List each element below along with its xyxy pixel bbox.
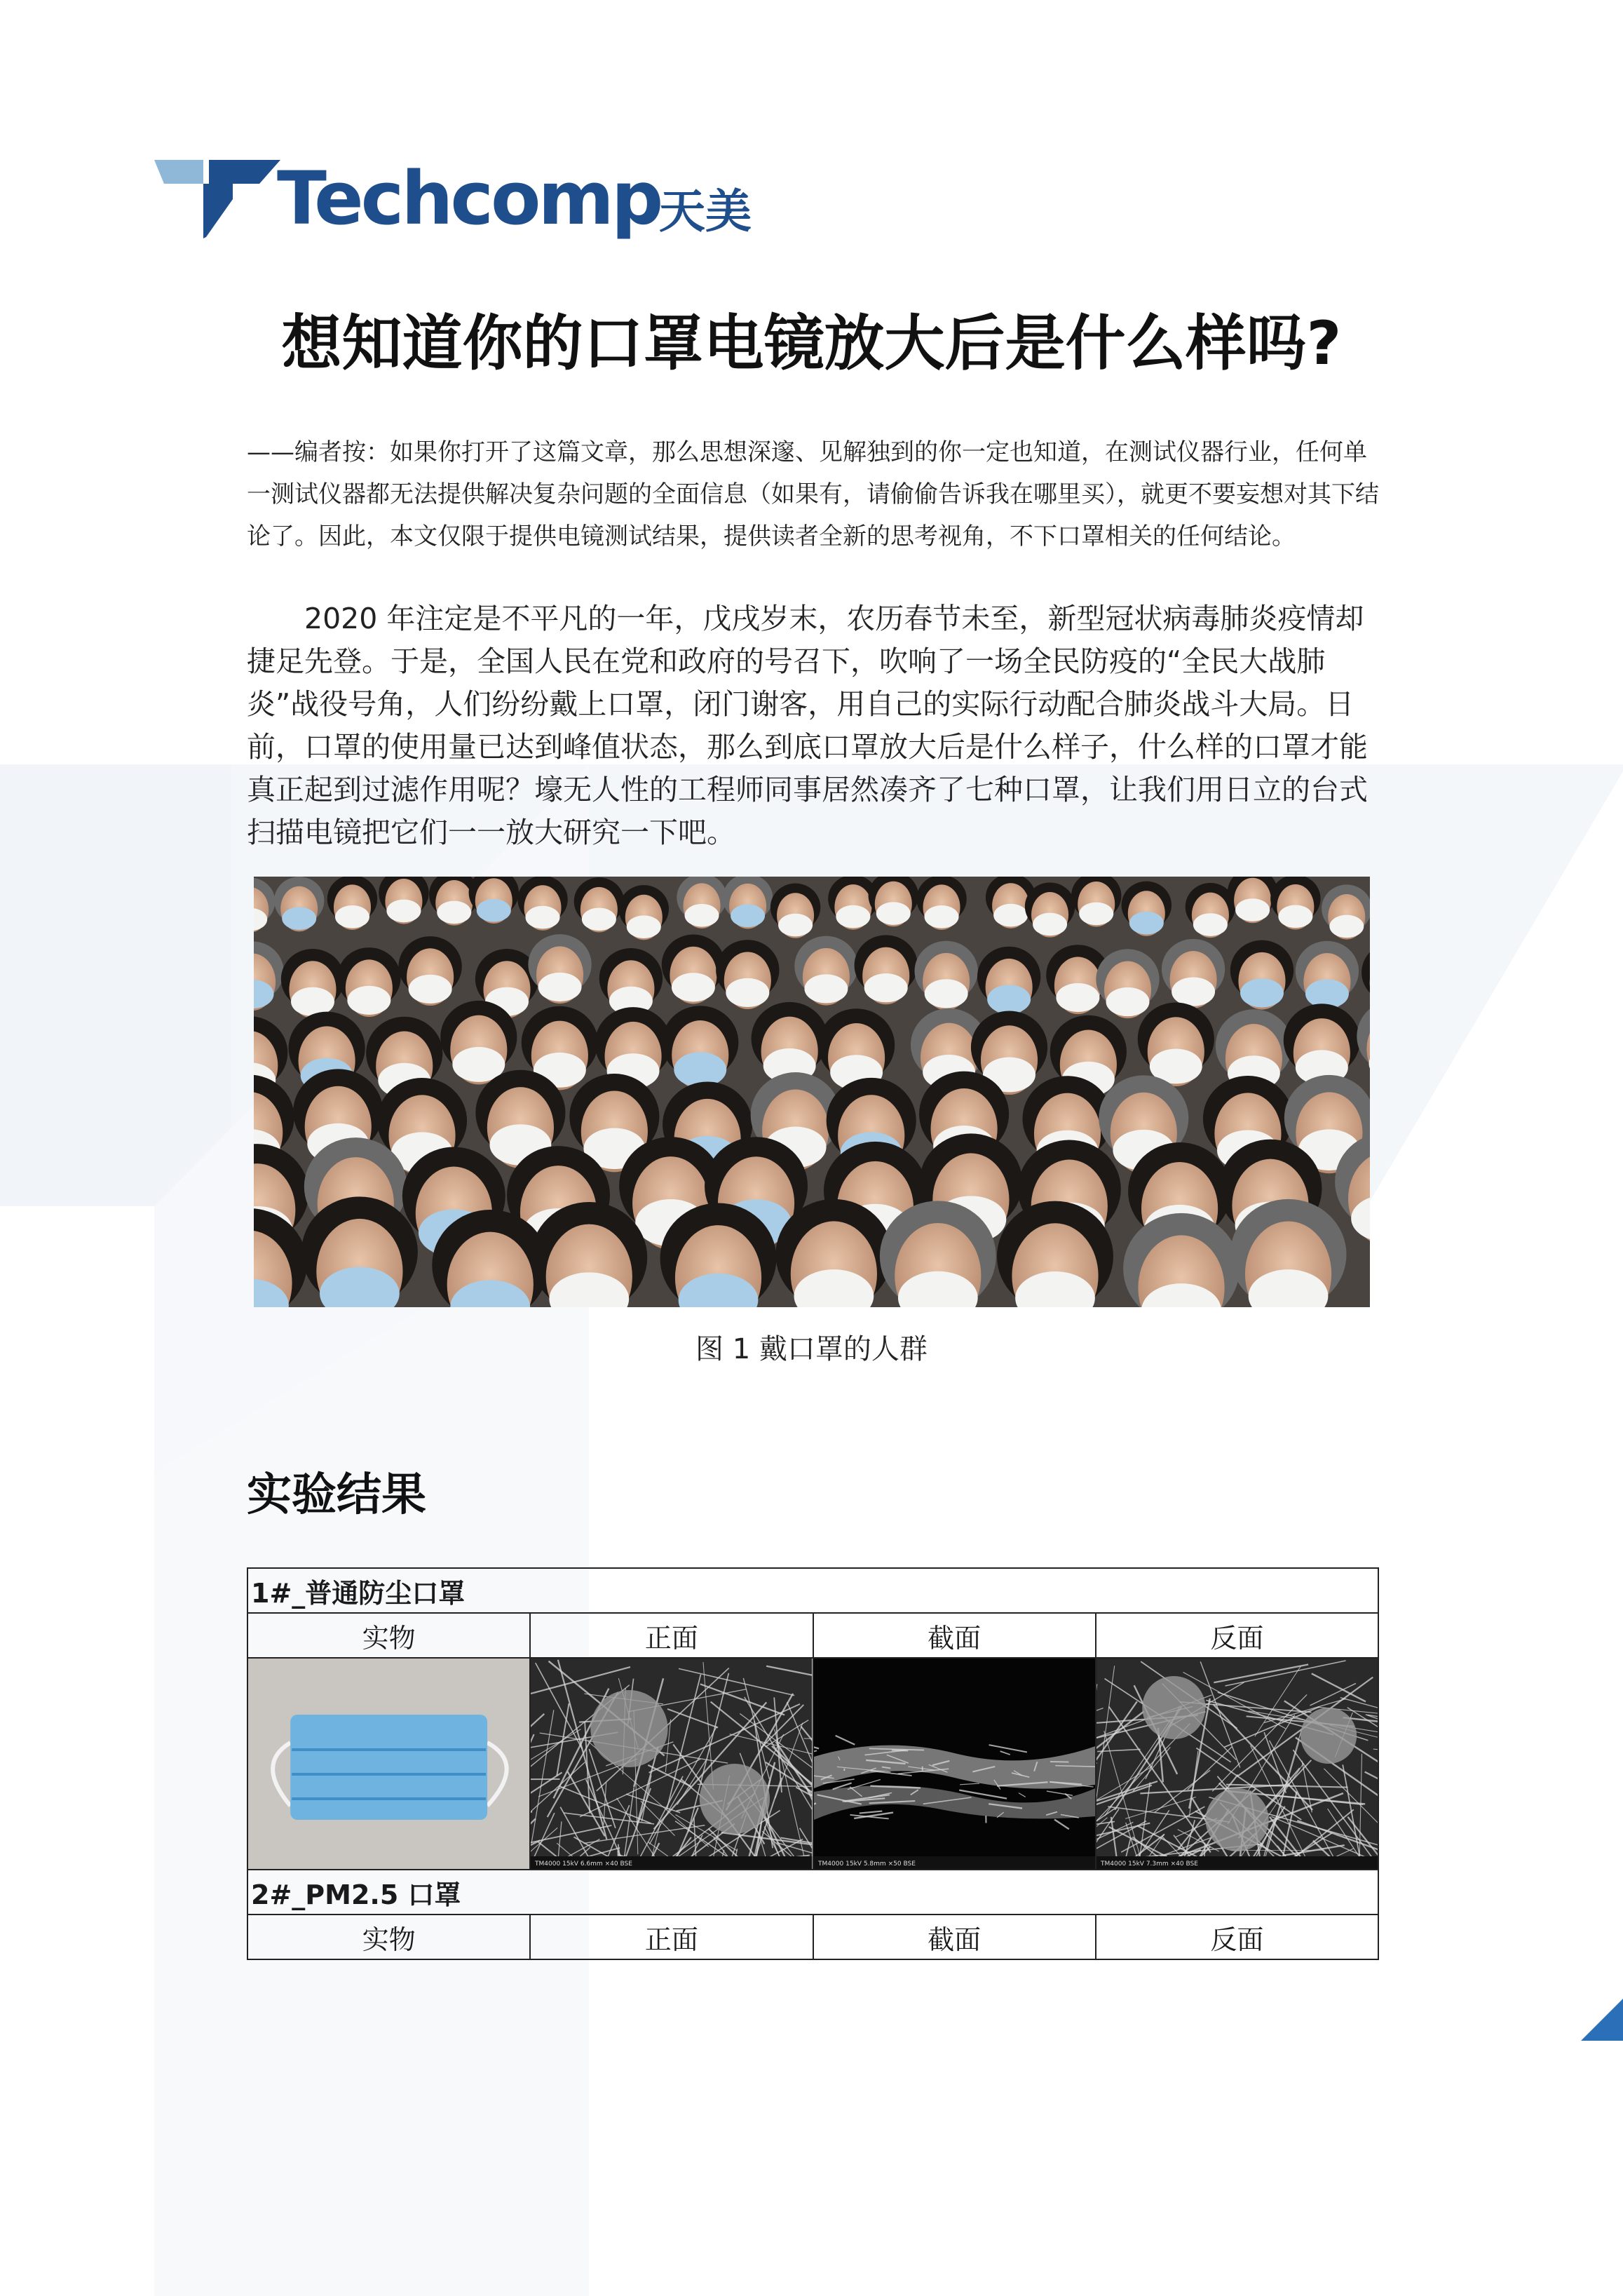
sem-cross-section-image — [814, 1659, 1095, 1869]
sem-front-cell — [530, 1658, 813, 1870]
sem-cross-section-cell — [813, 1658, 1096, 1870]
sem-back-cell — [1096, 1658, 1378, 1870]
editor-note: ——编者按：如果你打开了这篇文章，那么思想深邃、见解独到的你一定也知道，在测试仪器行业，任何单一测试仪器都无法提供解决复杂问题的全面信息（如果有，请偷偷告诉我在哪里买），就更不要妄想对其下结论了。因此，本文仅限于提供电镜测试结果，提供读者全新的思考视角，不下口罩相关的任何结论。 — [247, 438, 1379, 551]
column-header: 正面 — [530, 1613, 813, 1658]
group-title: 1#_普通防尘口罩 — [247, 1568, 1378, 1613]
column-header: 截面 — [813, 1915, 1096, 1959]
image-row — [247, 1658, 1378, 1870]
group-title: 2#_PM2.5 口罩 — [247, 1870, 1378, 1915]
crowd-illustration — [254, 877, 1370, 1307]
column-header: 实物 — [247, 1915, 530, 1959]
column-header: 反面 — [1096, 1613, 1378, 1658]
column-header: 正面 — [530, 1915, 813, 1959]
column-header: 截面 — [813, 1613, 1096, 1658]
intro-paragraph: 2020 年注定是不平凡的一年，戊戌岁末，农历春节未至，新型冠状病毒肺炎疫情却捷足先登。于是，全国人民在党和政府的号召下，吹响了一场全民防疫的“全民大战肺炎”战役号角，人们纷纷戴上口罩，闭门谢客，用自己的实际行动配合肺炎战斗大局。日前，口罩的使用量已达到峰值状态，那么到底口罩放大后是什么样子，什么样的口罩才能真正起到过滤作用呢？壕无人性的工程师同事居然凑齐了七种口罩，让我们用日立的台式扫描电镜把它们一一放大研究一下吧。 — [247, 602, 1368, 849]
sem-label: TM4000 15kV 5.8mm ×50 BSE — [817, 1861, 916, 1868]
section-title: 实验结果 — [247, 1469, 426, 1521]
techcomp-logo — [154, 154, 771, 245]
logo-chinese-name: 天美 — [659, 184, 752, 238]
sem-label: TM4000 15kV 7.3mm ×40 BSE — [1100, 1861, 1198, 1868]
results-table — [247, 1567, 1379, 1960]
group-header-row — [247, 1870, 1378, 1915]
logo-wordmark: Techcomp — [277, 156, 661, 241]
column-header-row — [247, 1613, 1378, 1658]
column-header: 反面 — [1096, 1915, 1378, 1959]
techcomp-logo-mark-icon — [154, 154, 280, 245]
column-header-row — [247, 1915, 1378, 1959]
blue-surgical-mask-image — [248, 1659, 529, 1869]
sem-label: TM4000 15kV 6.6mm ×40 BSE — [535, 1861, 633, 1868]
corner-accent-triangle — [1581, 1999, 1623, 2041]
figure-caption: 图 1 戴口罩的人群 — [695, 1333, 928, 1365]
sem-back-image — [1096, 1659, 1378, 1869]
sem-front-image — [531, 1659, 812, 1869]
column-header: 实物 — [247, 1613, 530, 1658]
mask-photo-cell — [247, 1658, 530, 1870]
page-title: 想知道你的口罩电镜放大后是什么样吗? — [281, 309, 1342, 379]
group-header-row — [247, 1568, 1378, 1613]
crowd-wearing-masks-photo — [254, 877, 1370, 1307]
